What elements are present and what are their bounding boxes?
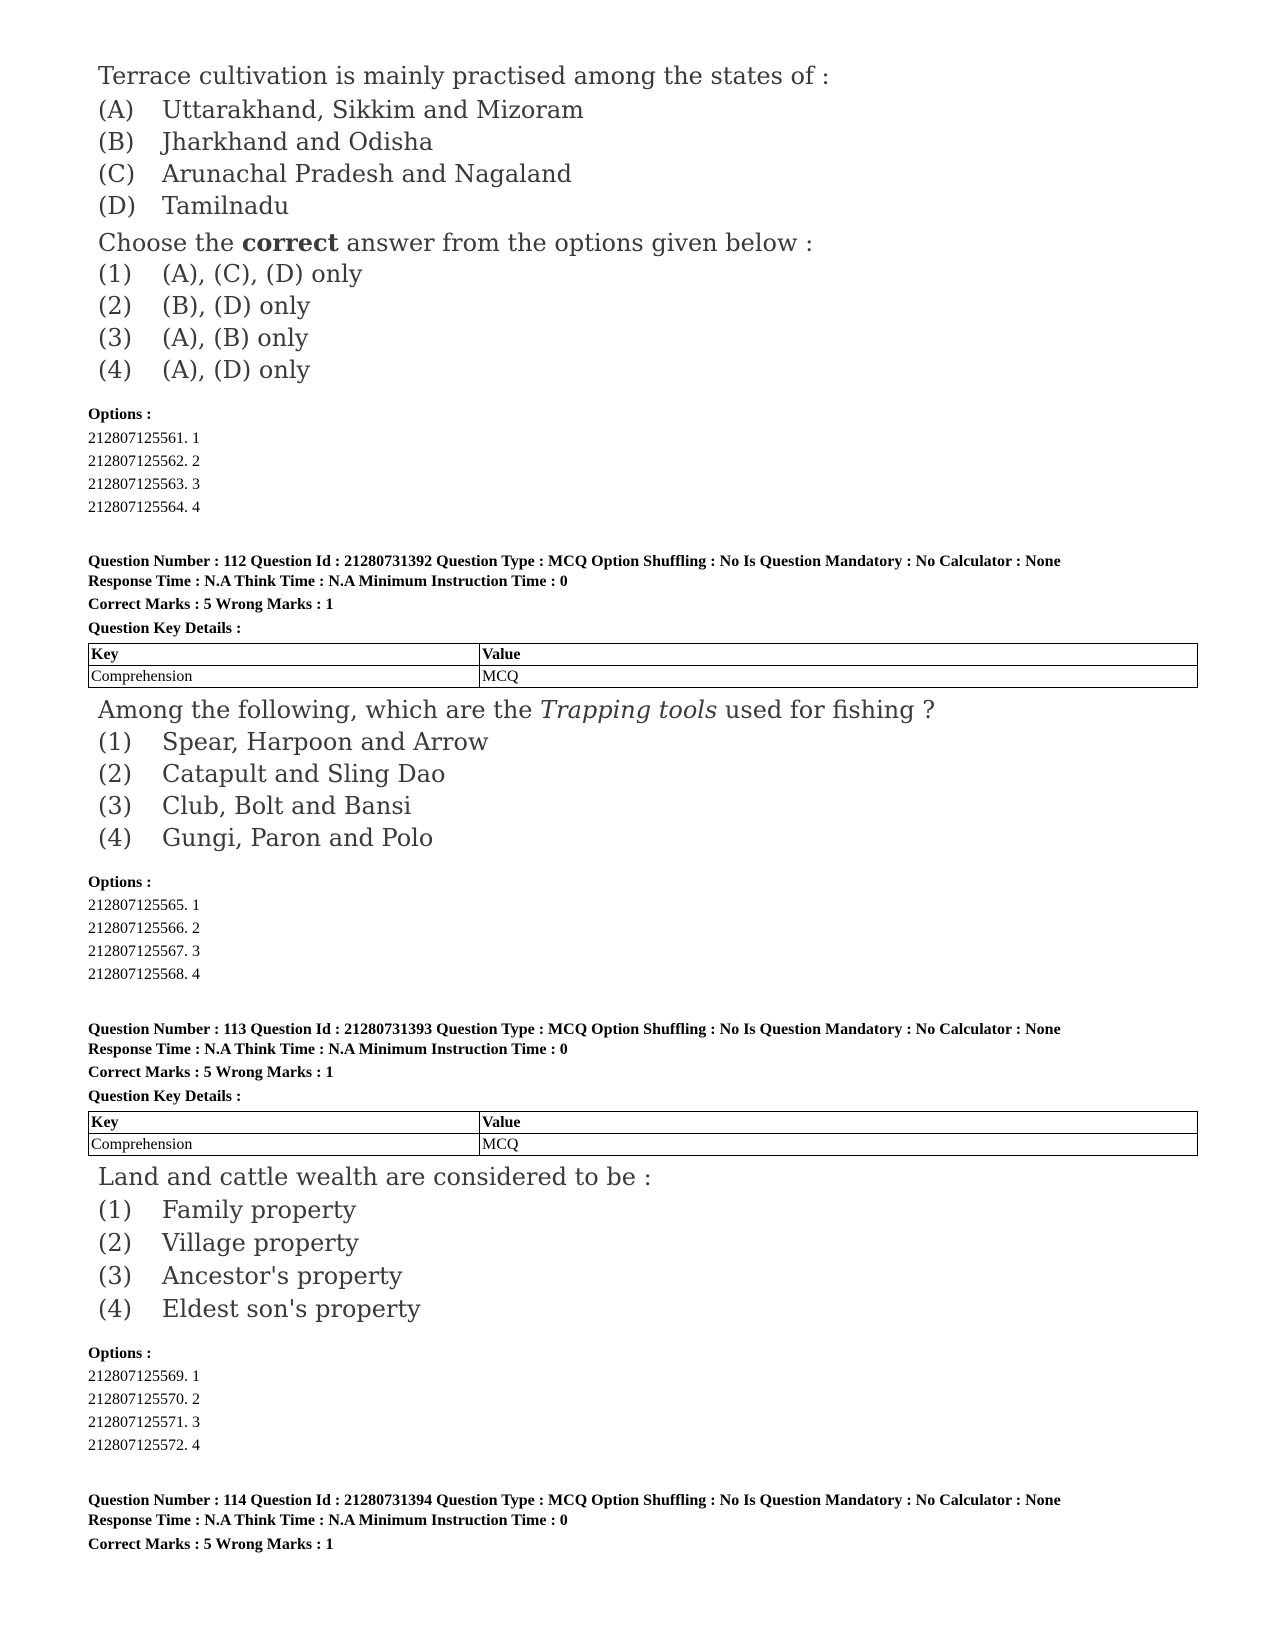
choose-bold: correct [241,228,339,257]
choose-prefix: Choose the [98,229,242,257]
q111-stem: Terrace cultivation is mainly practised among the states of : [98,62,830,90]
q112-option-2: 212807125566. 2 [88,920,200,937]
q112-meta-line-1: Question Number : 112 Question Id : 21280731392 Question Type : MCQ Option Shuffling : No Is Question Mandatory : No Calculator : None [88,553,1061,570]
choice-text: (A), (D) only [162,356,311,384]
choice-label: (1) [98,1196,132,1224]
choice-text: Eldest son's property [162,1295,421,1323]
q112-choice-3 [98,792,411,820]
table-header-value: Value [480,1112,1198,1134]
table-header-key: Key [89,644,480,666]
q113-choice-1 [98,1196,356,1224]
statement-text: Arunachal Pradesh and Nagaland [162,160,572,188]
choice-label: (3) [98,792,132,820]
q111-statement-b [98,128,433,156]
choice-label: (1) [98,728,132,756]
statement-text: Uttarakhand, Sikkim and Mizoram [162,96,584,124]
choice-text: (B), (D) only [162,292,311,320]
q111-choice-4 [98,356,310,384]
q112-key-table [88,643,1198,688]
q111-statement-c [98,160,572,188]
table-header-row [89,1112,1198,1134]
q111-options-label: Options : [88,406,152,423]
q112-choice-1 [98,728,489,756]
choice-text: Gungi, Paron and Polo [162,824,434,852]
choice-text: Village property [162,1229,359,1257]
choice-text: Spear, Harpoon and Arrow [162,728,489,756]
choice-text: (A), (C), (D) only [162,260,363,288]
choice-label: (4) [98,824,132,852]
q112-key-details-label: Question Key Details : [88,620,242,637]
choice-text: (A), (B) only [162,324,309,352]
choice-label: (2) [98,760,132,788]
q111-choice-3 [98,324,308,352]
q111-option-3: 212807125563. 3 [88,476,200,493]
q113-option-2: 212807125570. 2 [88,1391,200,1408]
q113-option-1: 212807125569. 1 [88,1368,200,1385]
table-header-key: Key [89,1112,480,1134]
q113-marks: Correct Marks : 5 Wrong Marks : 1 [88,1064,334,1081]
statement-label: (C) [98,160,136,188]
choice-text: Ancestor's property [162,1262,403,1290]
q111-option-2: 212807125562. 2 [88,453,200,470]
choice-label: (4) [98,1295,132,1323]
choice-text: Catapult and Sling Dao [162,760,446,788]
table-row [89,666,1198,688]
q112-choice-4 [98,824,433,852]
q114-meta-line-1: Question Number : 114 Question Id : 21280731394 Question Type : MCQ Option Shuffling : No Is Question Mandatory : No Calculator : None [88,1492,1061,1509]
q111-statement-a [98,96,584,124]
q111-option-1: 212807125561. 1 [88,430,200,447]
choice-text: Family property [162,1196,357,1224]
table-cell-value: MCQ [480,1134,1198,1156]
stem-prefix: Among the following, which are the [98,696,541,724]
stem-italic: Trapping tools [540,696,718,724]
q111-statement-d [98,192,289,220]
table-header-value: Value [480,644,1198,666]
q114-meta-line-2: Response Time : N.A Think Time : N.A Minimum Instruction Time : 0 [88,1512,568,1529]
q113-meta-line-1: Question Number : 113 Question Id : 21280731393 Question Type : MCQ Option Shuffling : No Is Question Mandatory : No Calculator : None [88,1021,1061,1038]
statement-label: (A) [98,96,135,124]
table-row [89,1134,1198,1156]
table-cell-key: Comprehension [89,666,480,688]
q113-options-label: Options : [88,1345,152,1362]
q113-stem: Land and cattle wealth are considered to be : [98,1163,652,1191]
choose-suffix: answer from the options given below : [338,229,814,257]
q111-choice-2 [98,292,310,320]
choice-text: Club, Bolt and Bansi [162,792,412,820]
q113-option-3: 212807125571. 3 [88,1414,200,1431]
q111-option-4: 212807125564. 4 [88,499,200,516]
statement-label: (B) [98,128,135,156]
choice-label: (2) [98,292,132,320]
q113-option-4: 212807125572. 4 [88,1437,200,1454]
q112-marks: Correct Marks : 5 Wrong Marks : 1 [88,596,334,613]
choice-label: (2) [98,1229,132,1257]
q112-stem [98,696,935,724]
q112-choice-2 [98,760,445,788]
choice-label: (3) [98,1262,132,1290]
choice-label: (3) [98,324,132,352]
q111-choice-1 [98,260,362,288]
q112-option-1: 212807125565. 1 [88,897,200,914]
statement-text: Tamilnadu [162,192,290,220]
q114-marks: Correct Marks : 5 Wrong Marks : 1 [88,1536,334,1553]
q113-choice-2 [98,1229,359,1257]
q112-options-label: Options : [88,874,152,891]
q112-option-3: 212807125567. 3 [88,943,200,960]
table-cell-value: MCQ [480,666,1198,688]
q113-choice-4 [98,1295,421,1323]
choice-label: (1) [98,260,132,288]
q113-key-table [88,1111,1198,1156]
table-cell-key: Comprehension [89,1134,480,1156]
choice-label: (4) [98,356,132,384]
q111-choose-instruction [98,228,813,257]
q113-key-details-label: Question Key Details : [88,1088,242,1105]
q113-meta-line-2: Response Time : N.A Think Time : N.A Minimum Instruction Time : 0 [88,1041,568,1058]
q112-meta-line-2: Response Time : N.A Think Time : N.A Minimum Instruction Time : 0 [88,573,568,590]
stem-suffix: used for fishing ? [717,696,936,724]
statement-text: Jharkhand and Odisha [162,128,434,156]
table-header-row [89,644,1198,666]
q113-choice-3 [98,1262,402,1290]
q112-option-4: 212807125568. 4 [88,966,200,983]
statement-label: (D) [98,192,136,220]
